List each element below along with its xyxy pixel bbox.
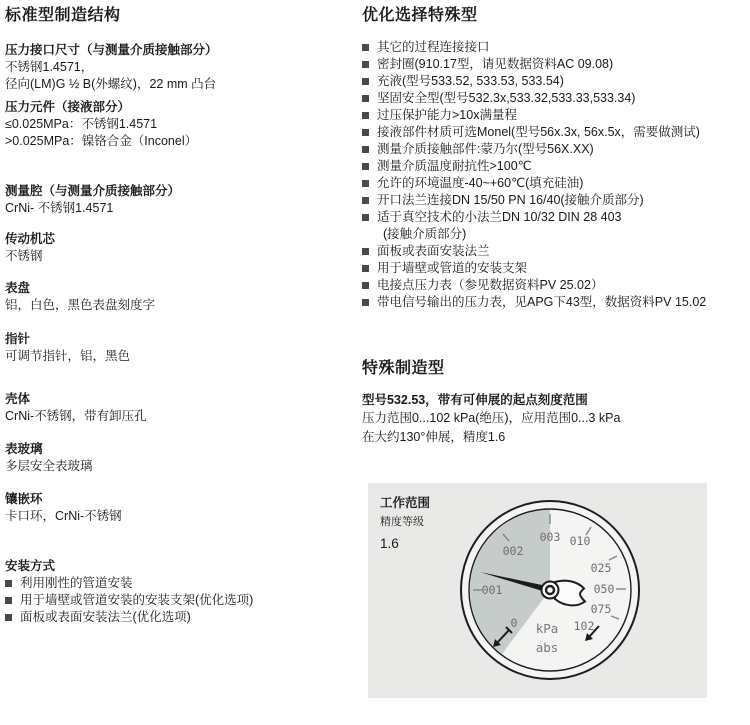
list-item xyxy=(362,39,748,56)
bullet-square-icon xyxy=(5,580,12,587)
bullet-square-icon xyxy=(5,614,12,621)
gauge-scale-label-003: 003 xyxy=(539,530,561,544)
section-line: 多层安全表玻璃 xyxy=(5,458,93,473)
gauge-scale-label-0: 0 xyxy=(510,616,518,630)
section-heading: 壳体 xyxy=(5,392,31,406)
gauge-scale-label-075: 075 xyxy=(590,602,612,616)
bullet-square-icon xyxy=(362,197,369,204)
section-line: 不锈钢 xyxy=(5,248,43,263)
list-item-text: 接液部件材质可选Monel(型号56x.3x, 56x.5x，需要做测试) xyxy=(377,125,700,139)
section-heading: 指针 xyxy=(5,331,31,346)
section-case xyxy=(5,391,357,425)
list-item-text: 过压保护能力>10x满量程 xyxy=(377,108,517,122)
list-item-text: 用于墙壁或管道的安装支架 xyxy=(377,261,528,275)
list-item xyxy=(5,592,357,609)
list-item xyxy=(362,90,748,107)
list-item xyxy=(5,575,357,592)
section-heading: 镶嵌环 xyxy=(5,492,43,506)
list-item-text: 电接点压力表（参见数据资料PV 25.02） xyxy=(377,278,604,292)
gauge-scale-label-002: 002 xyxy=(502,544,524,558)
section-line: CrNi-不锈钢，带有卸压孔 xyxy=(5,409,147,423)
list-item xyxy=(362,175,748,192)
section-line: ≤0.025MPa：不锈钢1.4571 xyxy=(5,117,158,131)
gauge-scale-label-102: 102 xyxy=(573,619,595,633)
section-movement xyxy=(5,231,357,265)
section-line: 径向(LM)G ½ B(外螺纹)，22 mm 凸台 xyxy=(5,76,217,91)
list-item xyxy=(362,124,748,141)
list-item-text: 测量介质接触部件:蒙乃尔(型号56X.XX) xyxy=(377,142,594,156)
gauge-unit-abs: abs xyxy=(535,640,559,655)
list-item-text: 其它的过程连接接口 xyxy=(377,40,490,54)
section-line: >0.025MPa：镍铬合金（Inconel） xyxy=(5,133,198,148)
bullet-square-icon xyxy=(362,163,369,170)
gauge-figure-panel xyxy=(368,483,707,698)
special-version-line: 压力范围0...102 kPa(绝压)，应用范围0...3 kPa xyxy=(362,411,621,425)
section-ring xyxy=(5,491,357,525)
gauge-scale-label-001: 001 xyxy=(481,583,503,597)
accuracy-class-value: 1.6 xyxy=(380,536,399,551)
bullet-square-icon xyxy=(362,95,369,102)
list-item xyxy=(362,141,748,158)
section-measuring-chamber xyxy=(5,183,357,217)
section-mounting xyxy=(5,558,357,626)
list-item xyxy=(362,192,748,209)
gauge-pointer-hub xyxy=(542,582,559,599)
bullet-square-icon xyxy=(362,214,369,221)
gauge-scale-label-010: 010 xyxy=(569,534,591,548)
list-item-continuation: (接触介质部分) xyxy=(383,227,467,241)
bullet-square-icon xyxy=(362,129,369,136)
section-line: 可调节指针，铝，黑色 xyxy=(5,348,131,363)
left-column-title: 标准型制造结构 xyxy=(5,7,121,24)
special-version-title: 特殊制造型 xyxy=(362,360,445,377)
list-item xyxy=(362,107,748,124)
mounting-bullet-list xyxy=(5,575,357,626)
bullet-square-icon xyxy=(362,248,369,255)
working-range-label: 工作范围 xyxy=(380,496,431,510)
section-heading: 测量腔（与测量介质接触部分） xyxy=(5,184,181,198)
special-version-line: 在大约130°伸展，精度1.6 xyxy=(362,430,506,444)
bullet-square-icon xyxy=(362,299,369,306)
list-item-text: 密封圈(910.17型，请见数据资料AC 09.08) xyxy=(377,57,614,71)
bullet-square-icon xyxy=(362,282,369,289)
section-window xyxy=(5,441,357,475)
section-line: 不锈钢1.4571， xyxy=(5,60,94,74)
gauge-scale-label-025: 025 xyxy=(590,561,612,575)
list-item xyxy=(362,73,748,90)
list-item xyxy=(362,209,748,243)
bullet-square-icon xyxy=(362,61,369,68)
bullet-square-icon xyxy=(362,44,369,51)
section-heading: 传动机芯 xyxy=(5,231,56,246)
section-heading: 压力元件（接液部分） xyxy=(5,100,131,114)
list-item-text: 带电信号输出的压力表，见APG下43型，数据资料PV 15.02 xyxy=(377,295,707,309)
gauge-scale-label-050: 050 xyxy=(593,582,615,596)
bullet-square-icon xyxy=(362,112,369,119)
list-item xyxy=(362,158,748,175)
list-item-text: 坚固安全型(型号532.3x,533.32,533.33,533.34) xyxy=(377,91,636,105)
section-heading: 表盘 xyxy=(5,281,31,295)
accuracy-class-label: 精度等级 xyxy=(380,516,424,528)
gauge-pointer-tail xyxy=(555,581,585,606)
list-item xyxy=(362,243,748,260)
bullet-square-icon xyxy=(362,265,369,272)
bullet-square-icon xyxy=(362,180,369,187)
list-item xyxy=(362,294,748,311)
list-item-text: 适于真空技术的小法兰DN 10/32 DIN 28 403 xyxy=(377,210,622,224)
list-item-text: 用于墙壁或管道安装的安装支架(优化选项) xyxy=(20,592,254,607)
column-optional-extras xyxy=(362,6,748,447)
list-item-text: 面板或表面安装法兰(优化选项) xyxy=(20,609,191,624)
gauge-unit-kpa: kPa xyxy=(535,621,559,636)
special-version-subtitle: 型号532.53，带有可伸展的起点刻度范围 xyxy=(362,393,588,407)
list-item xyxy=(362,260,748,277)
section-pressure-element xyxy=(5,99,357,149)
bullet-square-icon xyxy=(5,597,12,604)
list-item-text: 充液(型号533.52, 533.53, 533.54) xyxy=(377,74,564,88)
bullet-square-icon xyxy=(362,78,369,85)
list-item-text: 面板或表面安装法兰 xyxy=(377,244,490,258)
list-item xyxy=(362,277,748,294)
list-item-text: 允许的环境温度-40~+60℃(填充硅油) xyxy=(377,176,584,190)
section-pressure-connection xyxy=(5,42,357,92)
column-standard-design xyxy=(5,6,357,626)
list-item-text: 开口法兰连接DN 15/50 PN 16/40(接触介质部分) xyxy=(377,193,644,207)
list-item xyxy=(5,609,357,626)
right-column-title: 优化选择特殊型 xyxy=(362,7,478,24)
section-heading: 表玻璃 xyxy=(5,441,43,456)
options-bullet-list xyxy=(362,39,748,311)
section-heading: 安装方式 xyxy=(5,558,56,573)
list-item-text: 利用刚性的管道安装 xyxy=(20,575,133,590)
section-line: CrNi- 不锈钢1.4571 xyxy=(5,201,114,215)
section-pointer xyxy=(5,331,357,365)
section-line: 卡口环，CrNi-不锈钢 xyxy=(5,509,122,523)
list-item xyxy=(362,56,748,73)
section-line: 铝，白色，黑色表盘刻度字 xyxy=(5,298,156,312)
bullet-square-icon xyxy=(362,146,369,153)
section-heading: 压力接口尺寸（与测量介质接触部分） xyxy=(5,43,218,57)
list-item-text: 测量介质温度耐抗性>100℃ xyxy=(377,159,532,173)
section-dial xyxy=(5,280,357,314)
pressure-gauge-dial xyxy=(368,483,707,698)
